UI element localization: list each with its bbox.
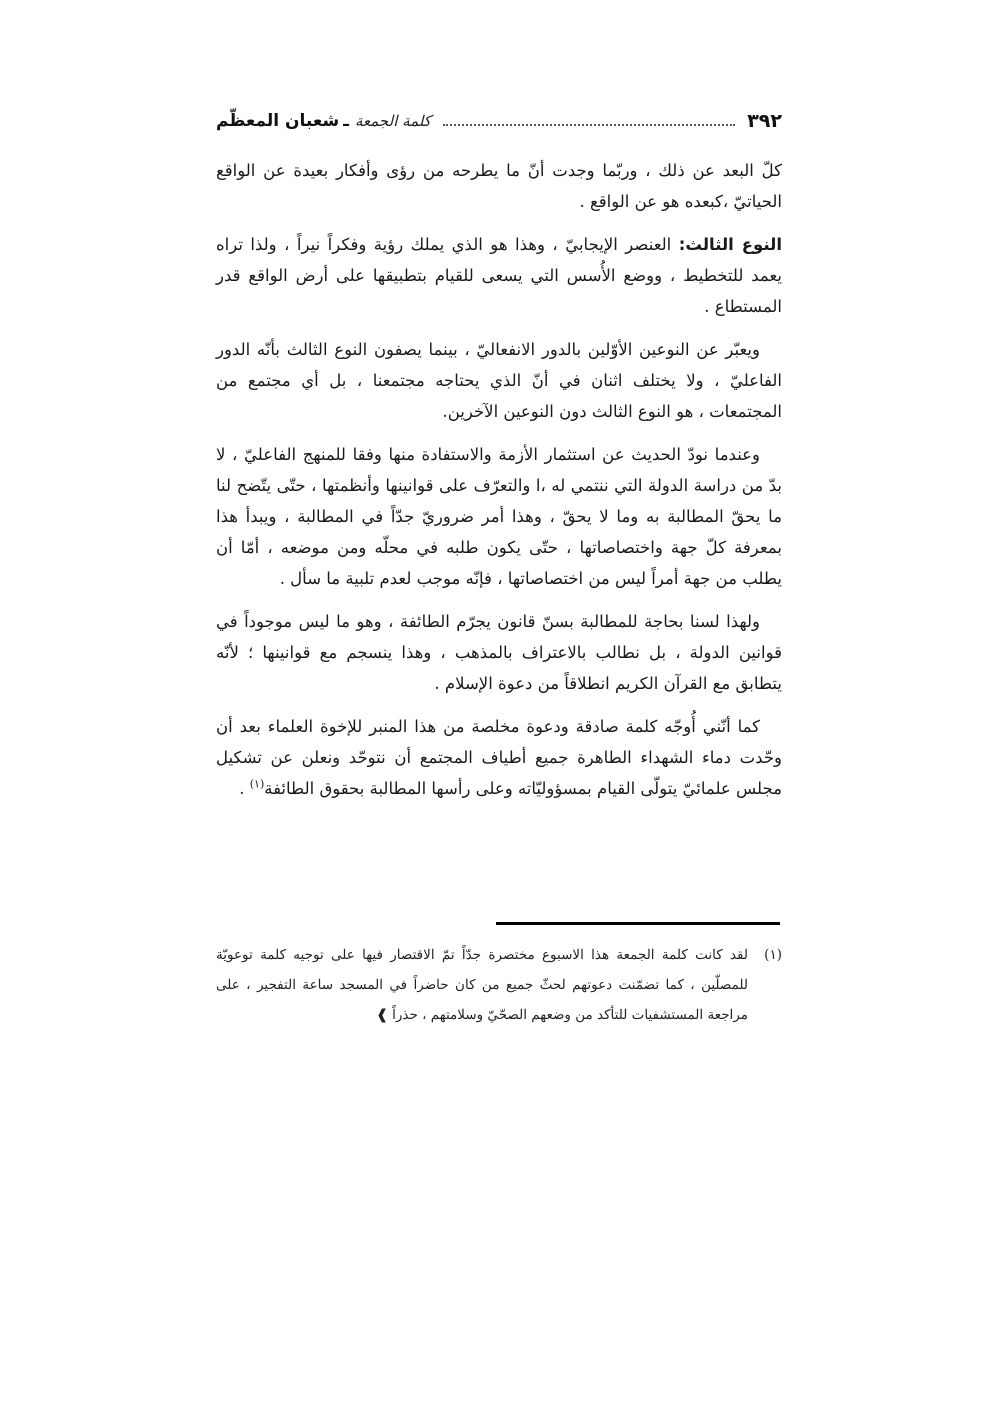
paragraph — [216, 229, 782, 322]
book-logo-calligraphy: كلمة الجمعة — [354, 112, 431, 130]
header-title — [216, 111, 431, 131]
paragraph — [216, 155, 782, 217]
footnote-marker: (١) — [764, 947, 782, 963]
paragraph-text: وعندما نودّ الحديث عن استثمار الأزمة والاستفادة منها وفقا للمنهج الفاعليّ ، لا بدّ من دراسة الدولة التي ننتمي له ،ا والتعرّف على قوانينها وأنظمتها ، حتّى يتّضح لنا ما يحقّ المطالبة به وما لا يحقّ ، وهذا أمر ضروريّ جدّاً في المطالبة ، ويبدأ هذا بمعرفة كلّ جهة واختصاصاتها ، حتّى يكون طلبه في محلّه ومن موضعه ، أمّا أن يطلب من جهة أمراً ليس من اختصاصاتها ، فإنّه موجب لعدم تلبية ما سأل . — [216, 445, 782, 588]
footnote-separator-rule — [496, 922, 780, 925]
footnotes — [216, 940, 782, 1030]
footnote-text: لقد كانت كلمة الجمعة هذا الاسبوع مختصرة جدّاً تمّ الاقتصار فيها على توجيه كلمة توعويّة للمصلّين ، كما تضمّنت دعوتهم لحثّ جميع من كان حاضراً في المسجد ساعة التفجير ، على مراجعة المستشفيات للتأكد من وضعهم الصحّيّ وسلامتهم ، حذراً — [216, 947, 748, 1023]
page-number: ٣٩٢ — [747, 110, 782, 132]
paragraph-tail: . — [239, 779, 250, 798]
paragraph-text: كما أنّني أُوجّه كلمة صادقة ودعوة مخلصة من هذا المنبر للإخوة العلماء بعد أن وحّدت دماء الشهداء الطاهرة جميع أطياف المجتمع أن نتوحّد ونعلن عن تشكيل مجلس علمائيّ يتولّى القيام بمسؤوليّاته وعلى رأسها المطالبة بحقوق الطائفة — [216, 717, 782, 798]
paragraph-lead-heading: النوع الثالث: — [678, 235, 782, 254]
paragraph-text: ولهذا لسنا بحاجة للمطالبة بسنّ قانون يجرّم الطائفة ، وهو ما ليس موجوداً في قوانين الدولة ، بل نطالب بالاعتراف بالمذهب ، وهذا ينسجم مع قوانينها ؛ لأنّه يتطابق مع القرآن الكريم انطلاقاً من دعوة الإسلام . — [216, 612, 782, 693]
paragraph-text: ويعبّر عن النوعين الأوّلين بالدور الانفعاليّ ، بينما يصفون النوع الثالث بأنّه الدور الفاعليّ ، ولا يختلف اثنان في أنّ الذي يحتاجه مجتمعنا ، بل أي مجتمع من المجتمعات ، هو النوع الثالث دون النوعين الآخرين. — [216, 340, 782, 421]
footnote — [216, 940, 782, 1030]
header-separator: ـ — [343, 111, 349, 131]
paragraph — [216, 606, 782, 699]
paragraph-text: العنصر الإيجابيّ ، وهذا هو الذي يملك رؤية وفكراً نيراً ، ولذا تراه يعمد للتخطيط ، ووضع الأُسس التي يسعى للقيام بتطبيقها على أرض الواقع قدر المستطاع . — [216, 235, 782, 316]
footnote-reference[interactable]: (١) — [249, 777, 265, 791]
paragraph-text: كلّ البعد عن ذلك ، وربّما وجدت أنّ ما يطرحه من رؤى وأفكار بعيدة عن الواقع الحياتيّ ،كبعده هو عن الواقع . — [216, 161, 782, 211]
section-title: شعبان المعظّم — [216, 111, 340, 131]
continuation-mark-icon: ❱ — [376, 1007, 388, 1023]
running-header — [216, 104, 782, 138]
paragraph — [216, 711, 782, 804]
header-dotted-leader — [443, 124, 735, 126]
paragraph — [216, 334, 782, 427]
main-text — [216, 155, 782, 816]
paragraph — [216, 439, 782, 594]
